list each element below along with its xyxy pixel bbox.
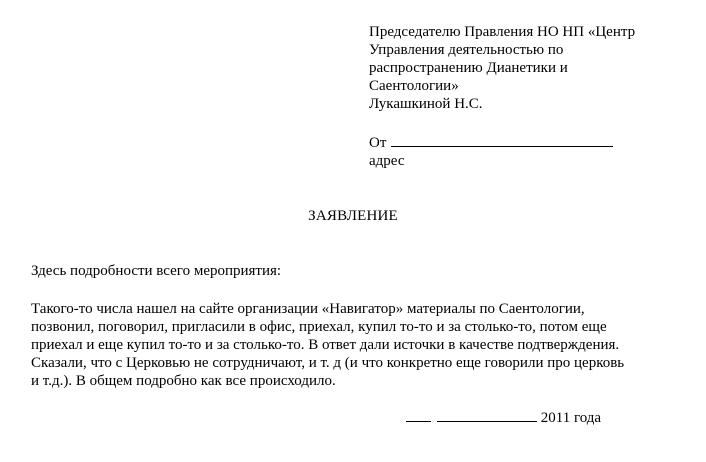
year-text: 2011 года (540, 410, 602, 426)
sender-row (369, 133, 689, 152)
body-line: Сказали, что с Церковью не сотрудничают, и т. д (и что конкретно еще говорили про церковь (31, 355, 625, 371)
month-blank (437, 408, 537, 422)
body-line: Такого-то числа нашел на сайте организации «Навигатор» материалы по Саентологии, (31, 301, 585, 317)
addressee-line: распространению Дианетики и (369, 60, 568, 76)
sender-address-label: адрес (369, 153, 405, 169)
statement-body (31, 300, 691, 390)
intro-text: Здесь подробности всего мероприятия: (31, 263, 282, 279)
sender-label: От (369, 135, 387, 151)
document-title: ЗАЯВЛЕНИЕ (308, 208, 398, 224)
addressee-line: Председателю Правления НО НП «Центр (369, 24, 636, 40)
body-line: приехал и еще купил то-то и за столько-то. В ответ дали источки в качестве подтверждения. (31, 337, 620, 353)
addressee-line: Управления деятельностью по (369, 42, 564, 58)
body-line: и т.д.). В общем подробно как все происходило. (31, 373, 336, 389)
addressee-name: Лукашкиной Н.С. (369, 96, 483, 112)
sender-name-blank (391, 133, 613, 147)
addressee-line: Саентологии» (369, 78, 459, 94)
addressee-block (369, 23, 689, 113)
date-row (406, 408, 601, 427)
sender-block (369, 133, 689, 170)
day-blank (406, 408, 431, 422)
body-line: позвонил, поговорил, пригласили в офис, приехал, купил то-то и за столько-то, потом еще (31, 319, 607, 335)
